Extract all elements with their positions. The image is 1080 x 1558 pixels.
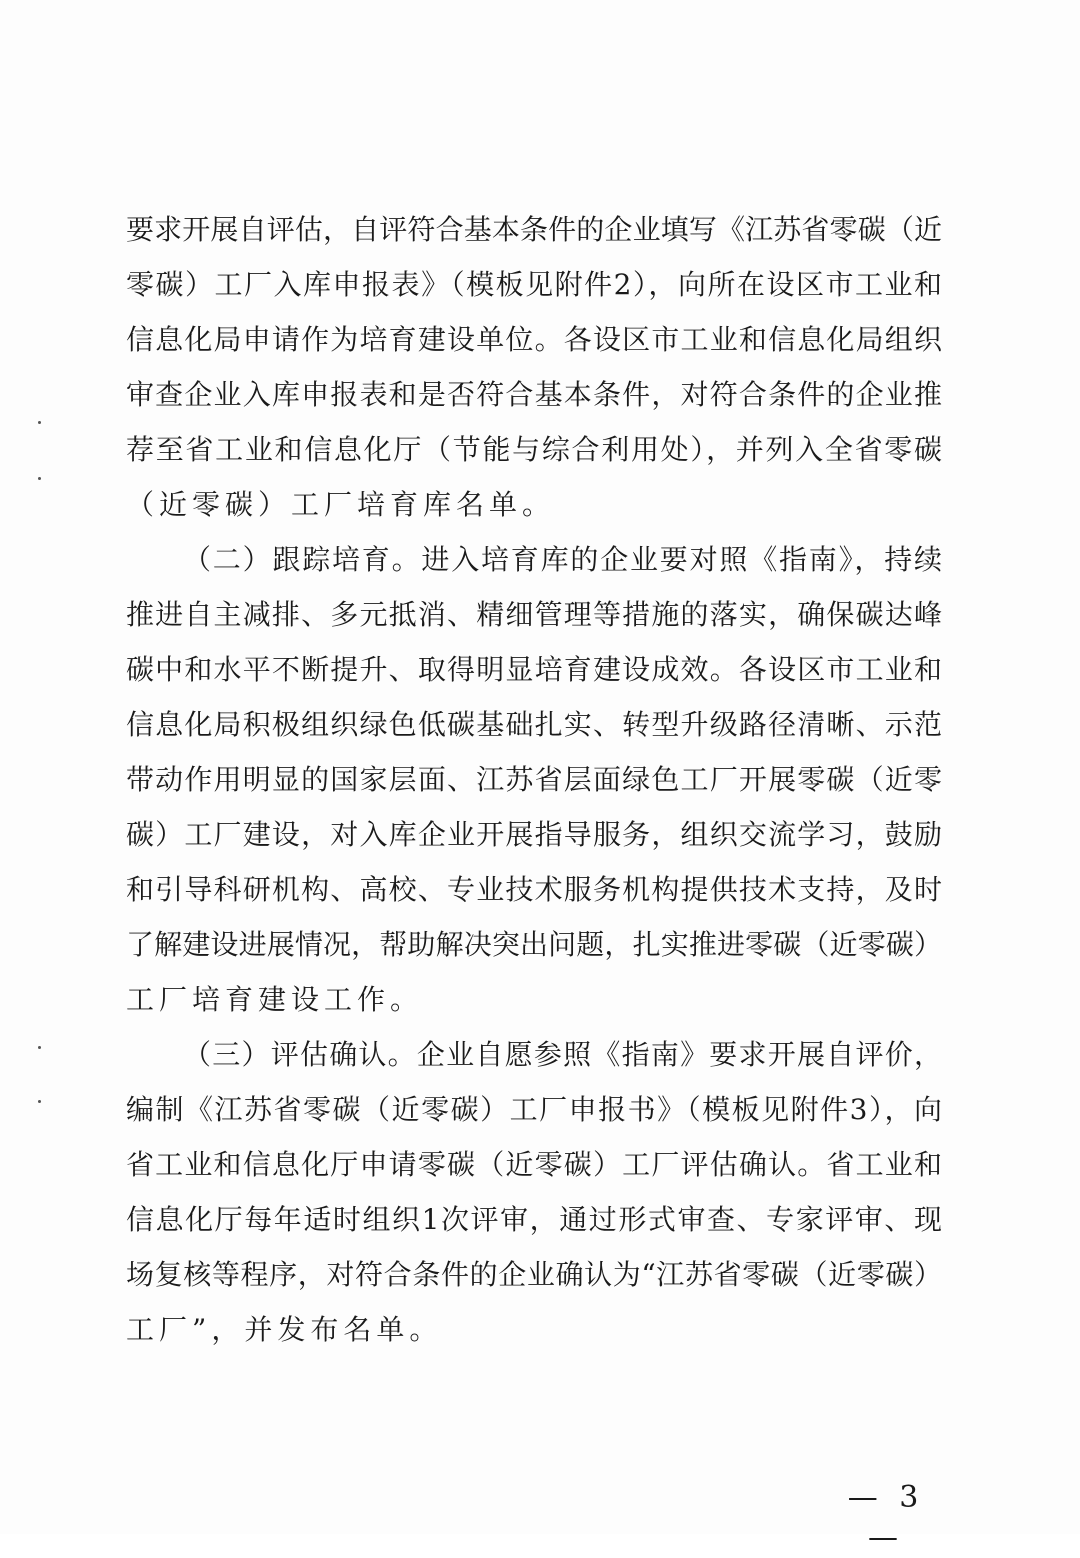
body-text-line: 省工业和信息化厅申请零碳（近零碳）工厂评估确认。省工业和 [126,1148,942,1181]
section-heading-line: （二）跟踪培育。进入培育库的企业要对照《指南》，持续 [183,543,942,576]
body-text-line: 工厂”，并发布名单。 [126,1313,443,1346]
body-text-line: 零碳）工厂入库申报表》（模板见附件2），向所在设区市工业和 [126,268,942,301]
margin-mark [38,1046,41,1049]
body-text-line: 信息化厅每年适时组织1次评审，通过形式审查、专家评审、现 [126,1203,942,1236]
body-text-line: 场复核等程序，对符合条件的企业确认为“江苏省零碳（近零碳） [126,1258,942,1291]
body-text-line: 带动作用明显的国家层面、江苏省层面绿色工厂开展零碳（近零 [126,763,942,796]
margin-mark [38,421,41,424]
body-text-line: 要求开展自评估，自评符合基本条件的企业填写《江苏省零碳（近 [126,213,942,246]
margin-mark [38,1100,41,1103]
body-text-line: 荐至省工业和信息化厅（节能与综合利用处），并列入全省零碳 [126,433,942,466]
body-text-line: 碳中和水平不断提升、取得明显培育建设成效。各设区市工业和 [126,653,942,686]
page-number: — 3 — [847,1480,925,1555]
body-text-line: 和引导科研机构、高校、专业技术服务机构提供技术支持，及时 [126,873,942,906]
body-text-line: （近零碳）工厂培育库名单。 [126,488,556,521]
body-text-line: 信息化局积极组织绿色低碳基础扎实、转型升级路径清晰、示范 [126,708,942,741]
body-text-line: 推进自主减排、多元抵消、精细管理等措施的落实，确保碳达峰 [126,598,942,631]
body-text-line: 工厂培育建设工作。 [126,983,424,1016]
section-heading-line: （三）评估确认。企业自愿参照《指南》要求开展自评价， [183,1038,942,1071]
body-text-line: 碳）工厂建设，对入库企业开展指导服务，组织交流学习，鼓励 [126,818,942,851]
margin-mark [38,477,41,480]
body-text-line: 审查企业入库申报表和是否符合基本条件，对符合条件的企业推 [126,378,942,411]
body-text-line: 了解建设进展情况，帮助解决突出问题，扎实推进零碳（近零碳） [126,928,942,961]
body-text-line: 信息化局申请作为培育建设单位。各设区市工业和信息化局组织 [126,323,942,356]
body-text-line: 编制《江苏省零碳（近零碳）工厂申报书》（模板见附件3），向 [126,1093,942,1126]
